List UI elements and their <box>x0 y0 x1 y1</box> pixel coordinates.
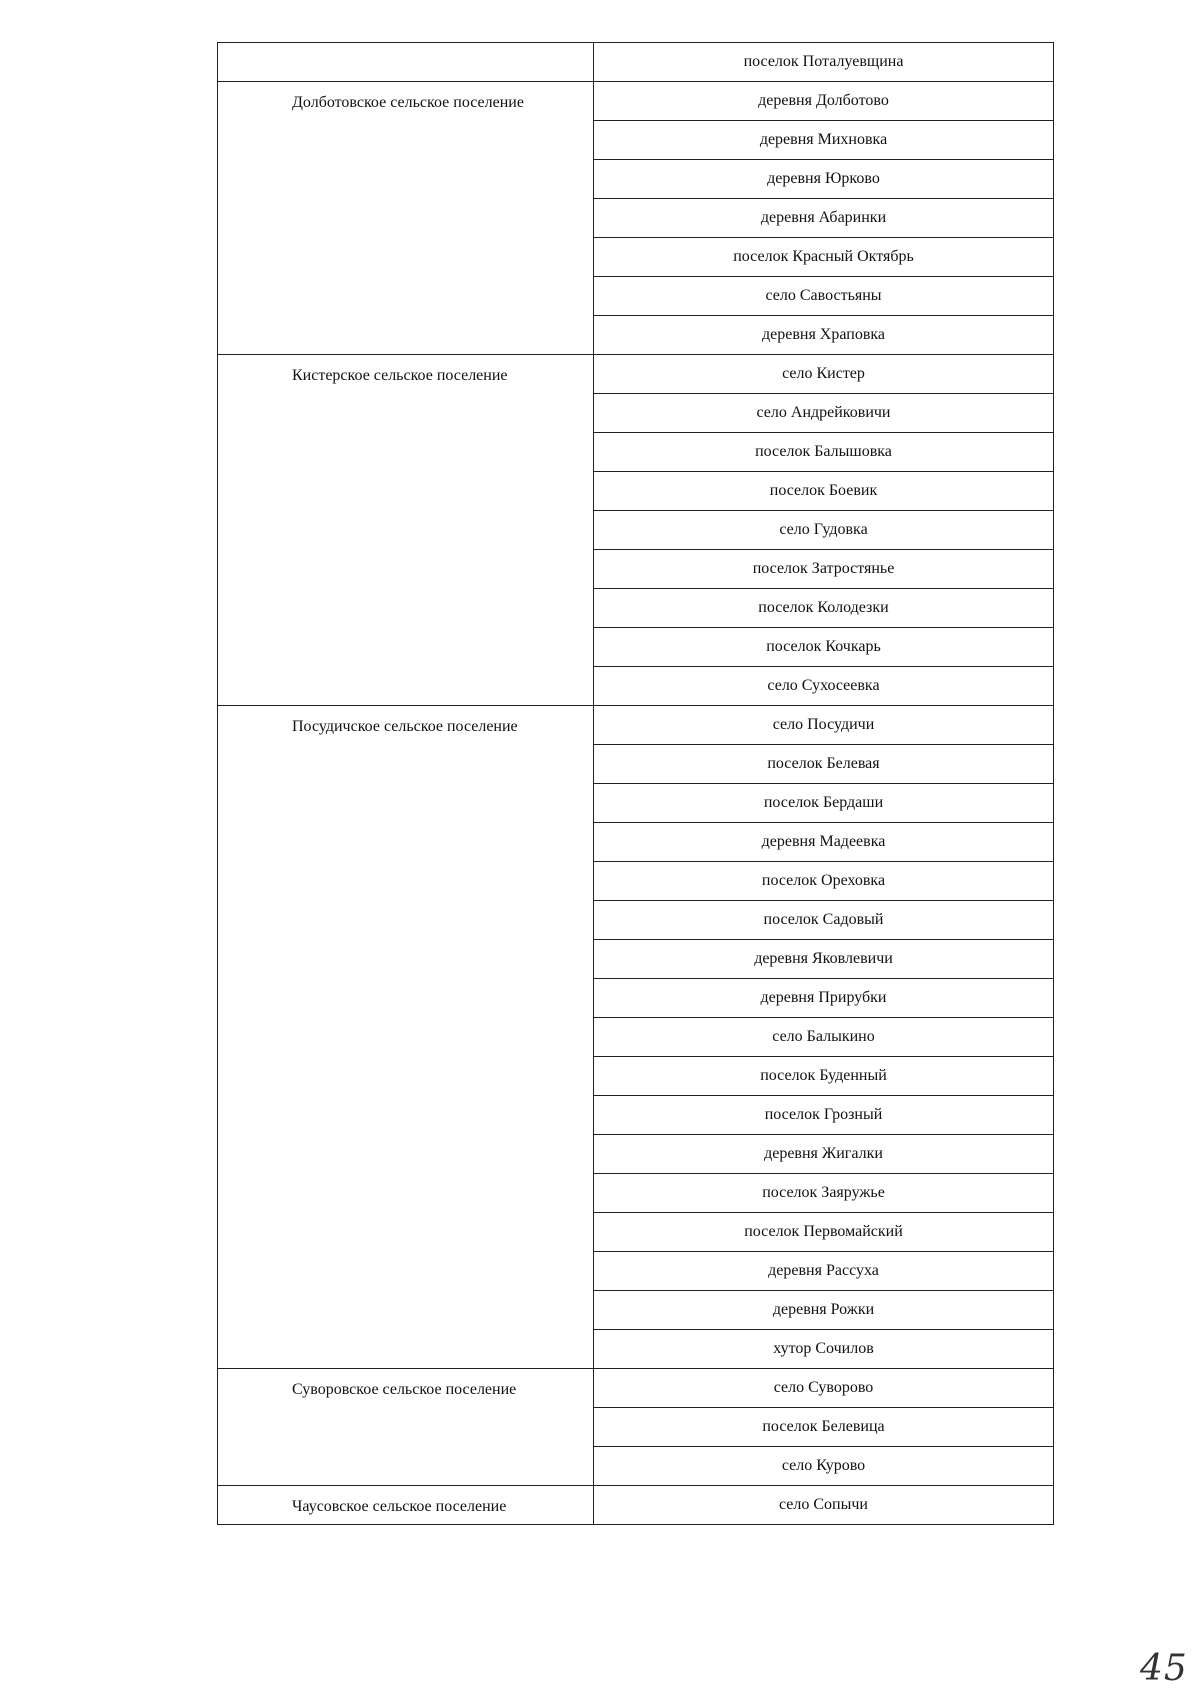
locality-cell: поселок Первомайский <box>594 1213 1054 1252</box>
settlement-cell <box>218 82 594 355</box>
locality-cell: поселок Бердаши <box>594 784 1054 823</box>
locality-cell: деревня Рассуха <box>594 1252 1054 1291</box>
locality-cell: деревня Храповка <box>594 316 1054 355</box>
locality-cell: деревня Прирубки <box>594 979 1054 1018</box>
table-row <box>218 1486 1054 1525</box>
locality-cell: поселок Колодезки <box>594 589 1054 628</box>
locality-cell: деревня Жигалки <box>594 1135 1054 1174</box>
locality-cell: село Курово <box>594 1447 1054 1486</box>
locality-cell: поселок Грозный <box>594 1096 1054 1135</box>
locality-cell: село Суворово <box>594 1369 1054 1408</box>
table-row <box>218 43 1054 82</box>
locality-cell: село Сухосеевка <box>594 667 1054 706</box>
table-row <box>218 82 1054 121</box>
table-row <box>218 355 1054 394</box>
locality-cell: поселок Затростянье <box>594 550 1054 589</box>
locality-cell: поселок Балышовка <box>594 433 1054 472</box>
locality-cell: село Посудичи <box>594 706 1054 745</box>
table-row <box>218 1369 1054 1408</box>
locality-cell: деревня Долботово <box>594 82 1054 121</box>
locality-cell: поселок Красный Октябрь <box>594 238 1054 277</box>
locality-cell: поселок Кочкарь <box>594 628 1054 667</box>
settlement-cell <box>218 1486 594 1525</box>
locality-cell: село Сопычи <box>594 1486 1054 1525</box>
locality-cell: деревня Абаринки <box>594 199 1054 238</box>
locality-cell: поселок Буденный <box>594 1057 1054 1096</box>
settlement-cell <box>218 706 594 1369</box>
settlement-cell <box>218 355 594 706</box>
locality-cell: село Кистер <box>594 355 1054 394</box>
handwritten-page-number: 45 <box>1140 1648 1188 1689</box>
locality-cell: поселок Садовый <box>594 901 1054 940</box>
locality-cell: хутор Сочилов <box>594 1330 1054 1369</box>
locality-cell: деревня Юрково <box>594 160 1054 199</box>
locality-cell: село Балыкино <box>594 1018 1054 1057</box>
locality-cell: поселок Боевик <box>594 472 1054 511</box>
settlement-name: Суворовское сельское поселение <box>292 1381 517 1398</box>
settlements-table <box>217 42 1054 1525</box>
locality-cell: деревня Мадеевка <box>594 823 1054 862</box>
settlement-cell <box>218 43 594 82</box>
locality-cell: село Андрейковичи <box>594 394 1054 433</box>
settlement-name: Кистерское сельское поселение <box>292 367 508 384</box>
locality-cell: деревня Михновка <box>594 121 1054 160</box>
settlement-name: Долботовское сельское поселение <box>292 94 524 111</box>
locality-cell: поселок Поталуевщина <box>594 43 1054 82</box>
settlement-name <box>218 43 593 55</box>
table-row <box>218 706 1054 745</box>
settlement-name: Чаусовское сельское поселение <box>292 1498 507 1515</box>
locality-cell: деревня Яковлевичи <box>594 940 1054 979</box>
locality-cell: село Савостьяны <box>594 277 1054 316</box>
locality-cell: село Гудовка <box>594 511 1054 550</box>
settlement-cell <box>218 1369 594 1486</box>
locality-cell: поселок Белевица <box>594 1408 1054 1447</box>
settlement-name: Посудичское сельское поселение <box>292 718 518 735</box>
locality-cell: поселок Ореховка <box>594 862 1054 901</box>
locality-cell: поселок Заяружье <box>594 1174 1054 1213</box>
locality-cell: поселок Белевая <box>594 745 1054 784</box>
settlements-table-body <box>218 43 1054 1525</box>
locality-cell: деревня Рожки <box>594 1291 1054 1330</box>
